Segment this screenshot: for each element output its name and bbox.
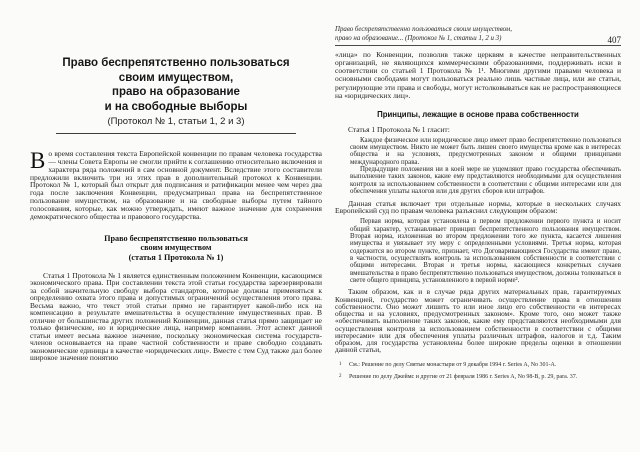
drop-cap: В (30, 148, 46, 173)
right-page-column (335, 26, 621, 386)
body-paragraph: Таким образом, как и в случае ряда других материальных прав, гарантируемых Конвенцией, государство может ограничивать осуществление права в отношении собственности. Оно может лишить то или иное лицо его собственности «в интересах общества и на условиях, предусмотренных законом». Кроме того, оно может также «обеспечивать выполнение таких законов, какие ему представляются необходимыми для осуществления контроля за использованием собственности в соответствии с общими интересами» или для обеспечения уплаты различных штрафов, налогов и т.д. Таким образом, для государства установлены более широкие пределы оценки в отношении данной статьи, (335, 287, 621, 355)
intro-paragraph (30, 150, 322, 221)
page-number: 407 (607, 35, 621, 45)
chapter-title-line: и на свободные выборы (104, 100, 248, 113)
chapter-title-line: Право беспрепятственно пользоваться (62, 57, 290, 69)
intro-paragraph-text: о время составления текста Европейской конвенции по правам человека государства — члены Совета Европы не смогли прийти к соглашению относительно включения и характера ряда положений в сам основной документ. Вследствие этого составители предложили включить три из этих прав в дополнительный протокол к Конвенции. Протокол № 1, который был открыт для подписания и ратификации менее чем через два года после заключения Конвенции, предусматривал права на беспрепятственное пользование имуществом, на образование и на свободные выборы путем тайного голосования, которые, как можно утверждать, имеют важное значение для сохранения демократического общества и правового государства. (30, 149, 322, 221)
quote-paragraph: Первая норма, которая установлена в первом предложении первого пункта и носит общий характер, устанавливает принцип беспрепятственного пользования имуществом. Вторая норма, изложенная во втором предложении того же пункта, касается лишения имущества и увязывает эту меру с определенными условиями. Третья норма, которая содержится во втором пункте, признает, что Договаривающиеся Государства имеют право, в частности, осуществлять контроль за использованием собственности в соответствии с общими интересами. Вторая и третья нормы, касающиеся конкретных случаев вмешательства в право беспрепятственно пользоваться имуществом, должны толковаться в свете общего принципа, установленного в первой норме². (350, 218, 621, 284)
chapter-title-line: право на образование (112, 86, 240, 98)
subsection-heading (30, 234, 322, 263)
chapter-subtitle: (Протокол № 1, статьи 1, 2 и 3) (107, 116, 245, 127)
quote-paragraph: Предыдущие положения ни в коей мере не ущемляют право государства обеспечивать выполнение таких законов, какие ему представляются необходимыми для осуществления контроля за использованием собственности в соответствии с общими интересами или для обеспечения уплаты налогов или для других сборов или штрафов. (350, 166, 621, 196)
subsection-heading-line: Право беспрепятственно пользоваться (104, 233, 248, 243)
running-header-line: право на образование... (Протокол № 1, статьи 1, 2 и 3) (335, 34, 502, 42)
section-heading: Принципы, лежащие в основе права собственности (377, 109, 579, 119)
footnotes-block (335, 362, 621, 381)
header-divider-rule (335, 45, 621, 46)
quote-paragraph: Каждое физическое или юридическое лицо имеет право беспрепятственно пользоваться своим имуществом. Никто не может быть лишен своего имущества кроме как в интересах общества и на условиях, предусмотренных законом и общими принципами международного права. (350, 136, 621, 166)
title-divider-rule (56, 133, 296, 134)
body-paragraph: Данная статья включает три отдельные нормы, которые в нескольких случаях Европейский суд по правам человека разъяснил следующим образом: (335, 198, 621, 216)
footnote (335, 374, 621, 381)
running-header-line: Право беспрепятственно пользоваться своим имуществом, (335, 26, 512, 33)
block-quote-article-text (350, 137, 621, 196)
running-header (335, 26, 621, 46)
lead-in-line: Статья 1 Протокола № 1 гласит: (348, 124, 450, 134)
footnote-text: Решение по делу Джеймс и другие от 21 февраля 1986 г. Series A, No 98-B, p. 29, para. 37. (349, 373, 578, 380)
chapter-title-line: своим имуществом, (118, 71, 234, 84)
subsection-heading-line: своим имуществом (140, 243, 212, 253)
body-paragraph-continuation: «лица» по Конвенции, позволив также церквям в качестве неправительственных организаций, не являющихся коммерческими образованиями, поддерживать иски в соответствии со статьей 1 Протокола № 1¹. Многими другими правами человека и основными свободами могут пользоваться реально лишь частные лица, или же статьи, регулирующие эти права и свободы, могут истолковываться как не распространяющиеся на «юридических лиц». (335, 50, 621, 100)
block-quote-court-rules (350, 218, 621, 284)
chapter-title (30, 56, 322, 114)
subsection-heading-line: (статья 1 Протокола № 1) (128, 253, 224, 263)
left-page-column (30, 56, 322, 361)
footnote-text: См.: Решение по делу Святые монастыри от 9 декабря 1994 г. Series A, No 301-A. (349, 361, 557, 368)
footnote-marker: 2 (339, 373, 342, 379)
body-paragraph: Статья 1 Протокола № 1 является единственным положением Конвенции, касающимся экономического права. При составлении текста этой статьи государства зарезервировали за собой значительную свободу выбора стандартов, которые должны применяться к определению охвата этого права и допустимых ограничений осуществления этого права. Весьма важно, что текст этой статьи прямо не гарантирует какой-либо иск на компенсацию в результате вмешательства в осуществление имущественных прав. В отличие от большинства других положений Конвенции, данная статья прямо защищает не только физические, но и юридические лица, например компании. Этот аспект данной статьи имеет весьма важное значение, поскольку экономическая система государств-членов основывается на праве частной собственности и праве свободно создавать экономические единицы в качестве «юридических лиц». Вместе с тем Суд также дал более широкое значение понятию (30, 270, 322, 362)
footnote (335, 362, 621, 369)
footnote-marker: 1 (339, 361, 342, 367)
